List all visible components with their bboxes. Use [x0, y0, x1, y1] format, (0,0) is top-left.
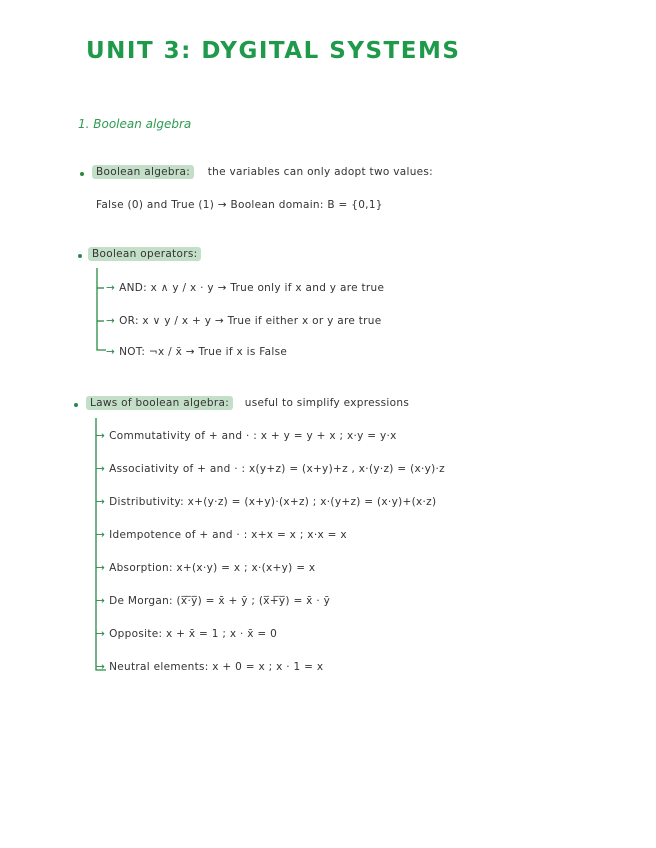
operator-or	[106, 315, 382, 327]
arrow-icon: →	[96, 628, 106, 640]
laws-term: Laws of boolean algebra:	[86, 396, 233, 410]
law-absorption	[96, 562, 315, 574]
operator-or-text: OR: x ∨ y / x + y → True if either x or y are true	[119, 315, 382, 327]
law-text: Opposite: x + x̄ = 1 ; x · x̄ = 0	[109, 628, 278, 640]
arrow-icon: →	[96, 529, 106, 541]
law-text: Distributivity: x+(y·z) = (x+y)·(x+z) ; x·(y+z) = (x·y)+(x·z)	[109, 496, 437, 508]
law-text: Idempotence of + and · : x+x = x ; x·x = x	[109, 529, 347, 541]
page-title: UNIT 3: DYGITAL SYSTEMS	[86, 38, 461, 64]
law-de-morgan	[96, 595, 330, 607]
arrow-icon: →	[96, 430, 106, 442]
boolean-domain-line: False (0) and True (1) → Boolean domain: B = {0,1}	[96, 199, 383, 211]
arrow-icon: →	[96, 562, 106, 574]
law-neutral	[96, 661, 323, 673]
laws-heading	[86, 397, 409, 409]
operator-not	[106, 346, 287, 358]
arrow-icon: →	[106, 282, 116, 294]
arrow-icon: →	[106, 315, 116, 327]
law-text: Absorption: x+(x·y) = x ; x·(x+y) = x	[109, 562, 316, 574]
law-opposite	[96, 628, 277, 640]
arrow-icon: →	[96, 595, 106, 607]
arrow-icon: →	[106, 346, 116, 358]
operators-term: Boolean operators:	[88, 247, 201, 261]
laws-desc: useful to simplify expressions	[244, 397, 410, 409]
boolean-algebra-desc: the variables can only adopt two values:	[207, 166, 434, 178]
law-text: Commutativity of + and · : x + y = y + x ; x·y = y·x	[109, 430, 397, 442]
law-distributivity	[96, 496, 436, 508]
law-idempotence	[96, 529, 347, 541]
law-text: Neutral elements: x + 0 = x ; x · 1 = x	[109, 661, 324, 673]
law-associativity	[96, 463, 445, 475]
operator-not-text: NOT: ¬x / x̄ → True if x is False	[119, 346, 288, 358]
operator-and	[106, 282, 384, 294]
operator-and-text: AND: x ∧ y / x · y → True only if x and y are true	[119, 282, 385, 294]
boolean-algebra-term: Boolean algebra:	[92, 165, 194, 179]
bullet-dot	[74, 403, 78, 407]
law-text: Associativity of + and · : x(y+z) = (x+y)+z , x·(y·z) = (x·y)·z	[109, 463, 445, 475]
arrow-icon: →	[96, 463, 106, 475]
arrow-icon: →	[96, 661, 106, 673]
law-commutativity	[96, 430, 397, 442]
section-heading: 1. Boolean algebra	[78, 117, 192, 131]
law-text: De Morgan: (x̅·̅y̅) = x̄ + ȳ ; (x̅+̅y̅) = x̄ · ȳ	[109, 595, 331, 607]
arrow-icon: →	[96, 496, 106, 508]
